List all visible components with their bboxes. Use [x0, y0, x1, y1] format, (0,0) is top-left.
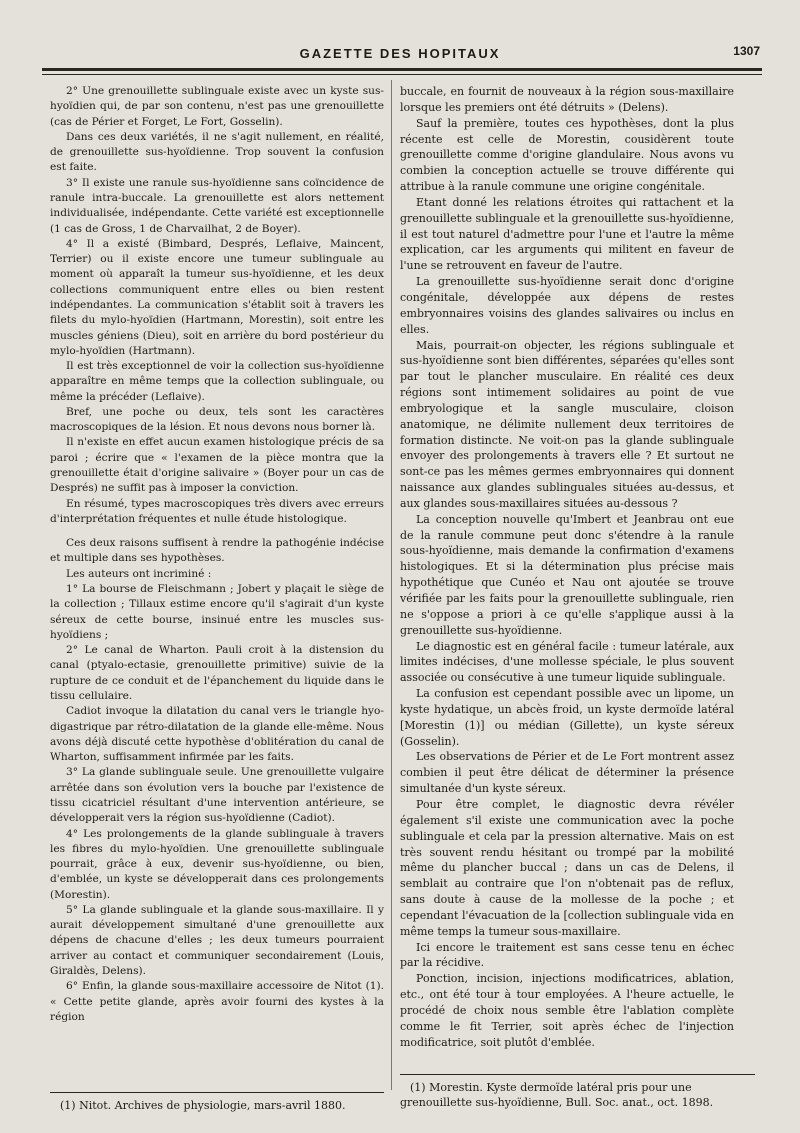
paragraph: buccale, en fournit de nouveaux à la région sous-maxillaire lorsque les premiers ont été détruits » (Delens).	[400, 85, 734, 114]
footnote-left: (1) Nitot. Archives de physiologie, mars-avril 1880.	[60, 1099, 346, 1112]
paragraph: 2° Une grenouillette sublinguale existe avec un kyste sus-hyoïdien qui, de par son contenu, n'est pas une grenouillette (cas de Périer et Forget, Le Fort, Gosselin).	[50, 85, 384, 128]
paragraph: Il n'existe en effet aucun examen histologique précis de sa paroi ; écrire que « l'examen de la pièce montra que la grenouillette était d'origine salivaire » (Boyer pour un cas de Després) ne suffit pas à imposer la conviction.	[50, 436, 384, 495]
left-column	[50, 84, 384, 1025]
paragraph: La conception nouvelle qu'Imbert et Jeanbrau ont eue de la ranule commune peut donc s'étendre à la ranule sous-hyoïdienne, mais demande la confirmation d'examens histologiques. Et si la détermination plus précise mais hypothétique que Cunéo et Nau ont ajoutée se trouve vérifiée par les faits pour la grenouillette sublinguale, rien ne s'oppose a priori à ce qu'elle s'applique aussi à la grenouillette sus-hyoïdienne.	[400, 512, 734, 637]
paragraph: Ponction, incision, injections modificatrices, ablation, etc., ont été tour à tour employées. A l'heure actuelle, le procédé de choix nous semble être l'ablation complète comme le fit Terrier, soit après échec de l'injection modificatrice, soit plutôt d'emblée.	[400, 972, 734, 1049]
paragraph: Le diagnostic est en général facile : tumeur latérale, aux limites indécises, d'une mollesse spéciale, le plus souvent associée ou consécutive à une tumeur liquide sublinguale.	[400, 639, 734, 685]
header-rule-thin	[42, 74, 762, 75]
paragraph: Bref, une poche ou deux, tels sont les caractères macroscopiques de la lésion. Et nous devons nous borner là.	[50, 405, 384, 434]
column-divider	[391, 80, 392, 1090]
paragraph: Etant donné les relations étroites qui rattachent et la grenouillette sublinguale et la grenouillette sus-hyoïdienne, il est tout naturel d'admettre pour l'une et l'autre la même explication, car les arguments qui militent en faveur de l'une se retrouvent en faveur de l'autre.	[400, 195, 734, 273]
paragraph: Sauf la première, toutes ces hypothèses, dont la plus récente est celle de Morestin, cousidèrent toute grenouillette comme d'origine glandulaire. Nous avons vu combien la conception actuelle se trouve différente qui attribue à la ranule commune une origine congénitale.	[400, 116, 734, 194]
footnote-rule-right	[400, 1074, 755, 1075]
paragraph: 6° Enfin, la glande sous-maxillaire accessoire de Nitot (1). « Cette petite glande, après avoir fourni des kystes à la région	[50, 980, 384, 1023]
paragraph: Ici encore le traitement est sans cesse tenu en échec par la récidive.	[400, 940, 734, 970]
paragraph: 4° Il a existé (Bimbard, Després, Leflaive, Maincent, Terrier) ou il existe encore une tumeur sublinguale au moment où apparaît la tumeur sus-hyoïdienne, et les deux collections communiquent entre elles ou bien restent indépendantes. La communication s'établit soit à travers les filets du mylo-hyoïdien (Hartmann, Morestin), soit entre les muscles géniens (Dieu), soit en arrière du bord postérieur du mylo-hyoïdien (Hartmann).	[50, 237, 384, 357]
right-column	[400, 84, 734, 1050]
paragraph: La grenouillette sus-hyoïdienne serait donc d'origine congénitale, développée aux dépens de restes embryonnaires voisins des glandes salivaires ou inclus en elles.	[400, 275, 734, 336]
paragraph: Ces deux raisons suffisent à rendre la pathogénie indécise et multiple dans ses hypothèses.	[50, 537, 384, 565]
paragraph: La confusion est cependant possible avec un lipome, un kyste hydatique, un abcès froid, un kyste dermoïde latéral [Morestin (1)] ou médian (Gillette), un kyste séreux (Gosselin).	[400, 687, 734, 748]
paragraph: 2° Le canal de Wharton. Pauli croit à la distension du canal (ptyalo-ectasie, grenouillette primitive) suivie de la rupture de ce conduit et de l'épanchement du liquide dans le tissu cellulaire.	[50, 644, 384, 702]
paragraph: 3° La glande sublinguale seule. Une grenouillette vulgaire arrêtée dans son évolution vers la bouche par l'existence de tissu cicatriciel résultant d'une intervention antérieure, se développerait vers la région sus-hyoïdienne (Cadiot).	[50, 766, 384, 825]
footnote-rule-left	[50, 1092, 384, 1093]
paragraph: 3° Il existe une ranule sus-hyoïdienne sans coïncidence de ranule intra-buccale. La grenouillette est alors nettement individualisée, indépendante. Cette variété est exceptionnelle (1 cas de Gross, 1 de Charvailhat, 2 de Boyer).	[50, 176, 384, 235]
paragraph: 1° La bourse de Fleischmann ; Jobert y plaçait le siège de la collection ; Tillaux estime encore qu'il s'agirait d'un kyste séreux de cette bourse, insinué entre les muscles sus-hyoïdiens ;	[50, 583, 384, 641]
footnote-right: (1) Morestin. Kyste dermoïde latéral pris pour une grenouillette sus-hyoïdienne, Bull. Soc. anat., oct. 1898.	[400, 1081, 714, 1109]
paragraph: Les auteurs ont incriminé :	[66, 567, 212, 580]
paragraph: 4° Les prolongements de la glande sublinguale à travers les fibres du mylo-hyoïdien. Une grenouillette sublinguale pourrait, grâce à eux, devenir sus-hyoïdienne, ou bien, d'emblée, un kyste se développerait dans ces prolongements (Morestin).	[50, 827, 384, 901]
page-number: 1307	[733, 44, 760, 58]
header-rule-thick	[42, 68, 762, 71]
paragraph: Pour être complet, le diagnostic devra révéler également s'il existe une communication avec la poche sublinguale et cela par la pression alternative. Mais on est très souvent rendu hésitant ou trompé par la mobilité même du plancher buccal ; dans un cas de Delens, il semblait au contraire que l'on n'obtenait pas de reflux, sans doute à cause de la mollesse de la poche ; et cependant l'évacuation de la [collection sublinguale vida en même temps la tumeur sous-maxillaire.	[400, 797, 734, 938]
paragraph: Les observations de Périer et de Le Fort montrent assez combien il peut être délicat de déterminer la présence simultanée d'un kyste séreux.	[400, 750, 734, 796]
paragraph: 5° La glande sublinguale et la glande sous-maxillaire. Il y aurait développement simultané d'une grenouillette aux dépens de chacune d'elles ; les deux tumeurs pourraient arriver au contact et communiquer secondairement (Louis, Giraldès, Delens).	[50, 903, 384, 978]
paragraph: Dans ces deux variétés, il ne s'agit nullement, en réalité, de grenouillette sus-hyoïdienne. Trop souvent la confusion est faite.	[50, 130, 384, 174]
paragraph: Mais, pourrait-on objecter, les régions sublinguale et sus-hyoïdienne sont bien différentes, séparées qu'elles sont par tout le plancher musculaire. En réalité ces deux régions sont intimement solidaires au point de vue embryologique et la sangle musculaire, cloison anatomique, ne délimite nullement deux territoires de formation distincte. Ne voit-on pas la glande sublinguale envoyer des prolongements à travers elle ? Et surtout ne sont-ce pas les mêmes germes embryonnaires qui donnent naissance aux glandes sublinguales situées au-dessus, et aux glandes sous-maxillaires situées au-dessous ?	[400, 338, 734, 510]
paragraph: En résumé, types macroscopiques très divers avec erreurs d'interprétation fréquentes et nulle étude histologique.	[50, 497, 384, 525]
page-header	[0, 44, 800, 68]
paragraph: Il est très exceptionnel de voir la collection sus-hyoïdienne apparaître en même temps que la collection sublinguale, ou même la précéder (Leflaive).	[50, 360, 384, 403]
paragraph: Cadiot invoque la dilatation du canal vers le triangle hyo-digastrique par rétro-dilatation de la glande elle-même. Nous avons déjà discuté cette hypothèse d'oblitération du canal de Wharton, suffisamment infirmée par les faits.	[50, 705, 384, 764]
journal-title: GAZETTE DES HOPITAUX	[299, 46, 501, 61]
